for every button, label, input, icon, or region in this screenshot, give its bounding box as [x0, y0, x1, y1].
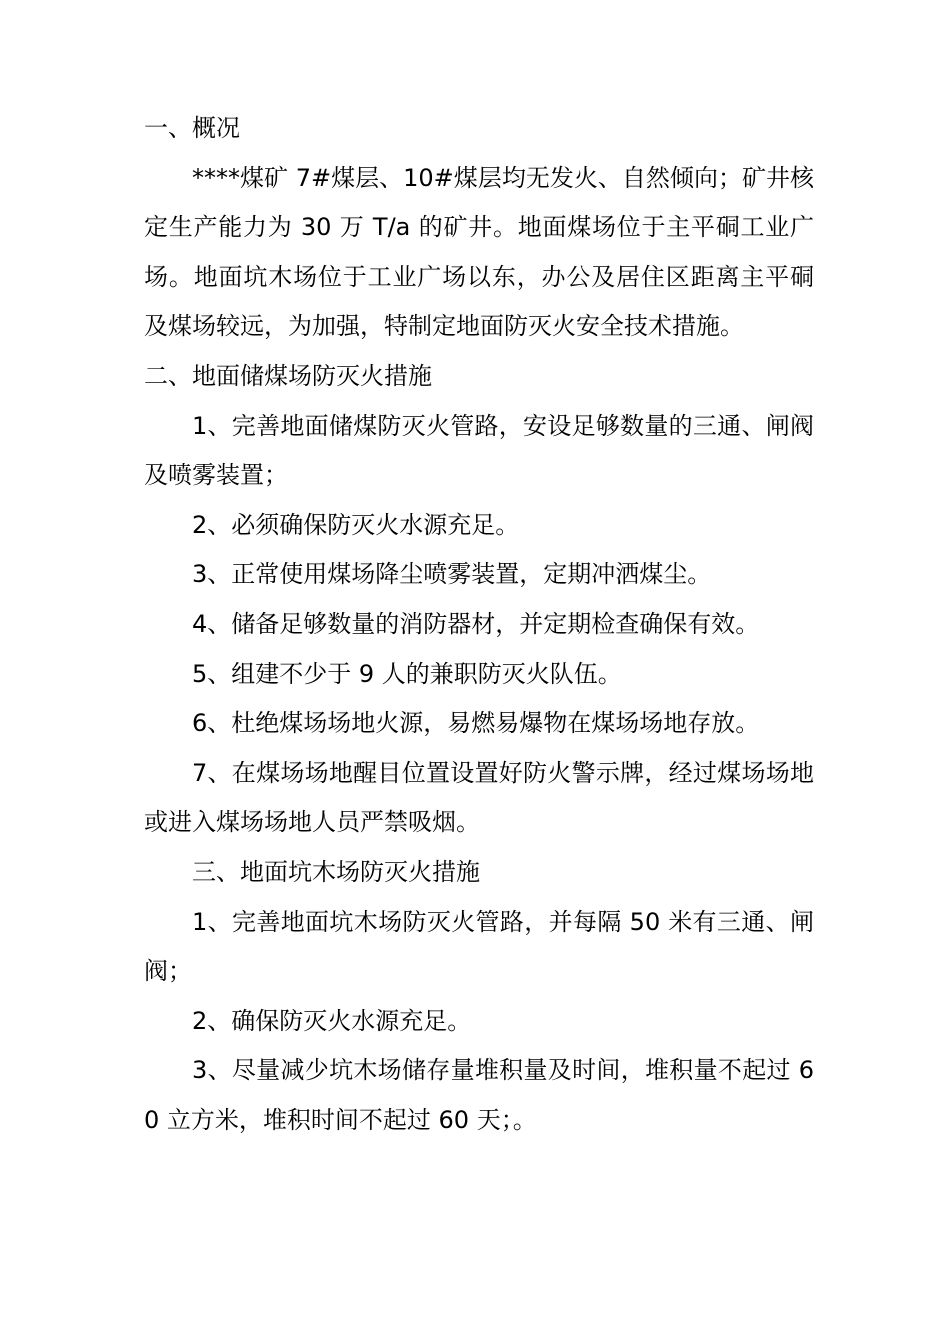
section-heading-overview: 一、概况 [144, 114, 240, 142]
coal-yard-item-2: 2、必须确保防灭火水源充足。 [192, 510, 520, 539]
timber-yard-item-3: 3、尽量减少坑木场储存量堆积量及时间，堆积量不起过 60 立方米，堆积时间不起过 60 天；。 [144, 1056, 814, 1134]
coal-yard-item-3: 3、正常使用煤场降尘喷雾装置，定期冲洒煤尘。 [192, 560, 712, 589]
timber-yard-item-2: 2、确保防灭火水源充足。 [192, 1006, 472, 1035]
coal-yard-item-5: 5、组建不少于 9 人的兼职防灭火队伍。 [192, 659, 622, 688]
overview-paragraph: ****煤矿 7#煤层、10#煤层均无发火、自然倾向；矿井核定生产能力为 30 万 T/a 的矿井。地面煤场位于主平硐工业广场。地面坑木场位于工业广场以东，办公及居住区距离主平硐及煤场较远，为加强，特制定地面防灭火安全技术措施。 [144, 163, 814, 341]
document-body [144, 104, 814, 1145]
coal-yard-item-4: 4、储备足够数量的消防器材，并定期检查确保有效。 [192, 609, 760, 638]
section-heading-coal-yard: 二、地面储煤场防灭火措施 [144, 361, 432, 390]
coal-yard-item-6: 6、杜绝煤场场地火源，易燃易爆物在煤场场地存放。 [192, 709, 760, 738]
coal-yard-item-1: 1、完善地面储煤防灭火管路，安设足够数量的三通、闸阀及喷雾装置； [144, 411, 814, 490]
section-heading-timber-yard: 三、地面坑木场防灭火措施 [192, 857, 480, 886]
coal-yard-item-7: 7、在煤场场地醒目位置设置好防火警示牌，经过煤场场地或进入煤场场地人员严禁吸烟。 [144, 758, 814, 837]
timber-yard-item-1: 1、完善地面坑木场防灭火管路，并每隔 50 米有三通、闸阀； [144, 907, 814, 986]
